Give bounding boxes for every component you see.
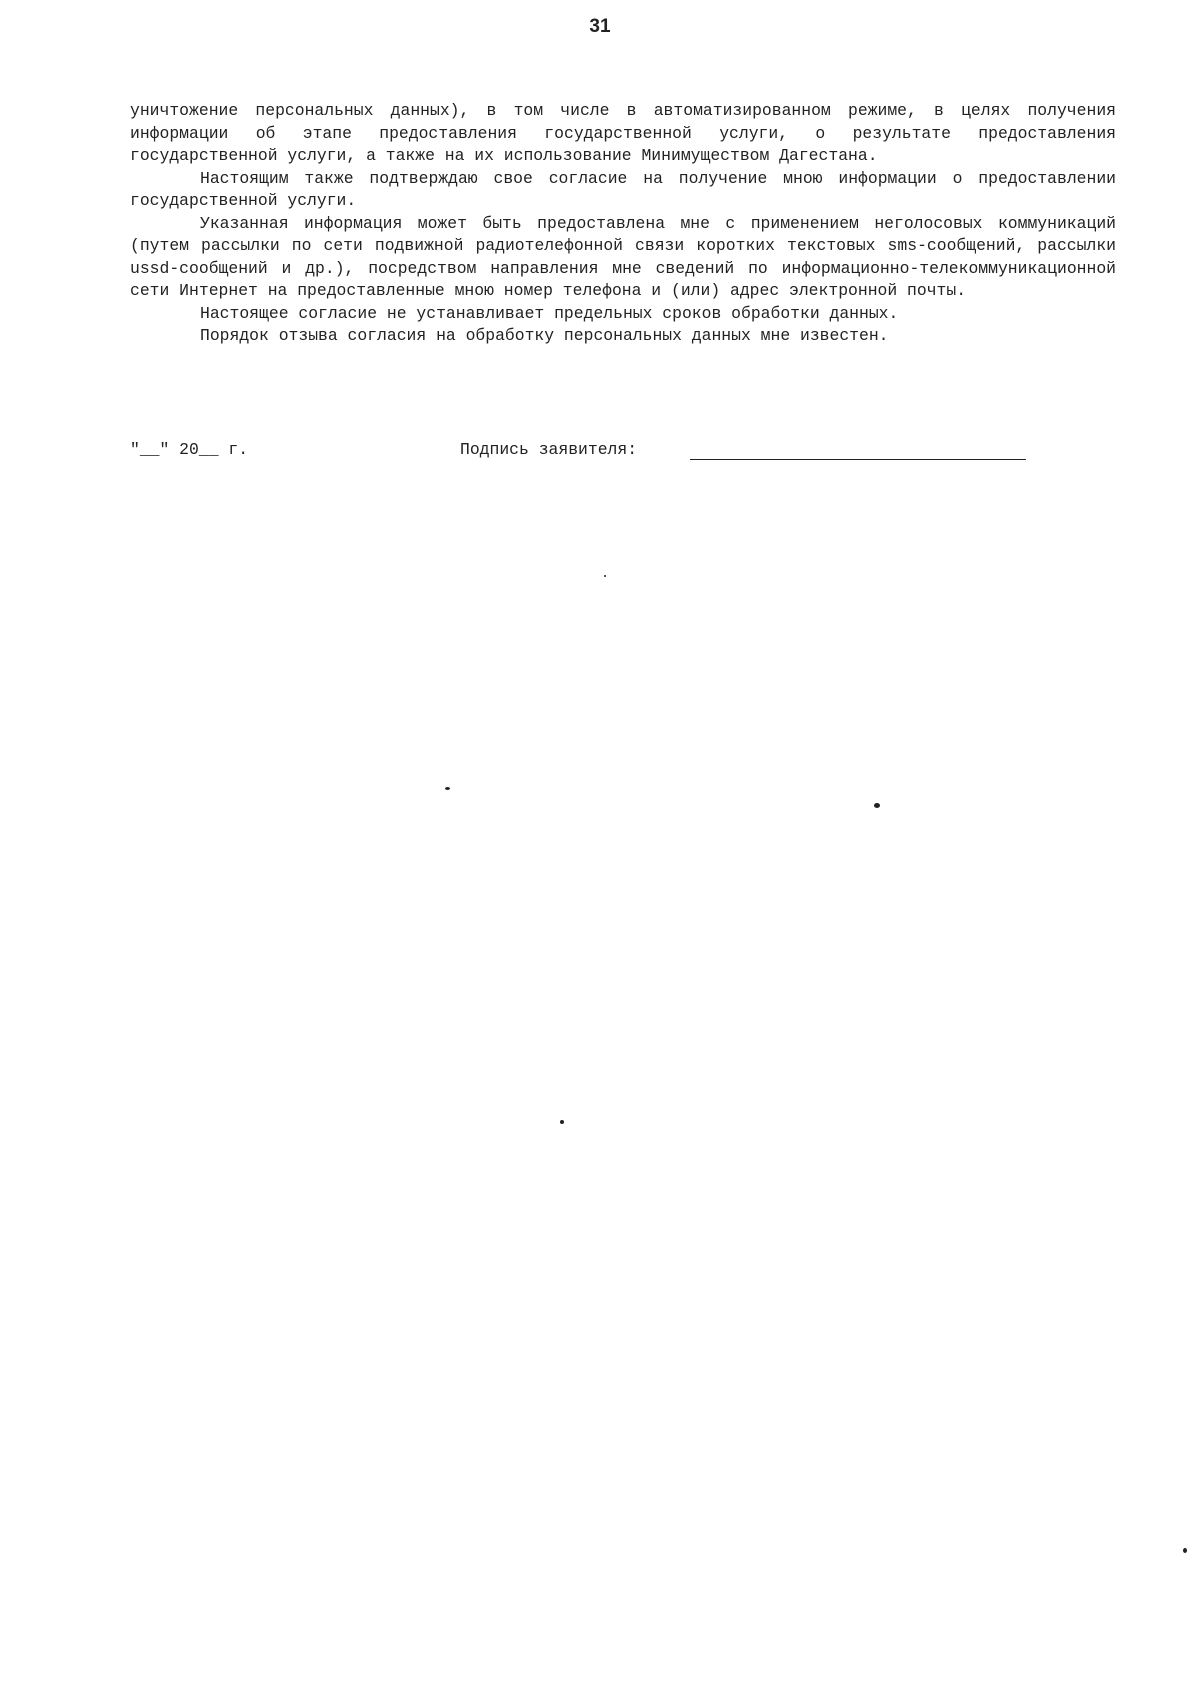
signature-date: "__" 20__ г. [130,440,249,459]
signature-label: Подпись заявителя: [460,440,638,459]
scan-speck [1183,1548,1187,1553]
scan-speck [874,803,880,808]
scan-speck [604,575,606,577]
paragraph-no-deadline: Настоящее согласие не устанавливает предельных сроков обработки данных. [200,303,899,323]
paragraph-withdrawal-procedure: Порядок отзыва согласия на обработку персональных данных мне известен. [200,326,889,345]
scan-speck [560,1120,564,1124]
paragraph-consent-info: Настоящим также подтверждаю свое согласие на получение мною информации о предоставлении государственной услуги. [130,168,1116,210]
scan-speck [445,787,450,790]
paragraph-data-processing: уничтожение персональных данных), в том числе в автоматизированном режиме, в целях получения информации об этапе предоставления государственной услуги, о результате предоставления государственной услуги, а также на их использование Минимуществом Дагестана. [130,101,1116,165]
page-number: 31 [589,16,611,37]
paragraph-communication-channels: Указанная информация может быть предоставлена мне с применением неголосовых коммуникаций (путем рассылки по сети подвижной радиотелефонной связи коротких текстовых sms-сообщений, рассылки ussd-сообщений и др.), посредством направления мне сведений по информационно-телекоммуникационной сети Интернет на предоставленные мною номер телефона и (или) адрес электронной почты. [130,213,1116,300]
signature-line [690,459,1026,460]
signature-row [130,440,1116,516]
document-body [130,100,1116,348]
